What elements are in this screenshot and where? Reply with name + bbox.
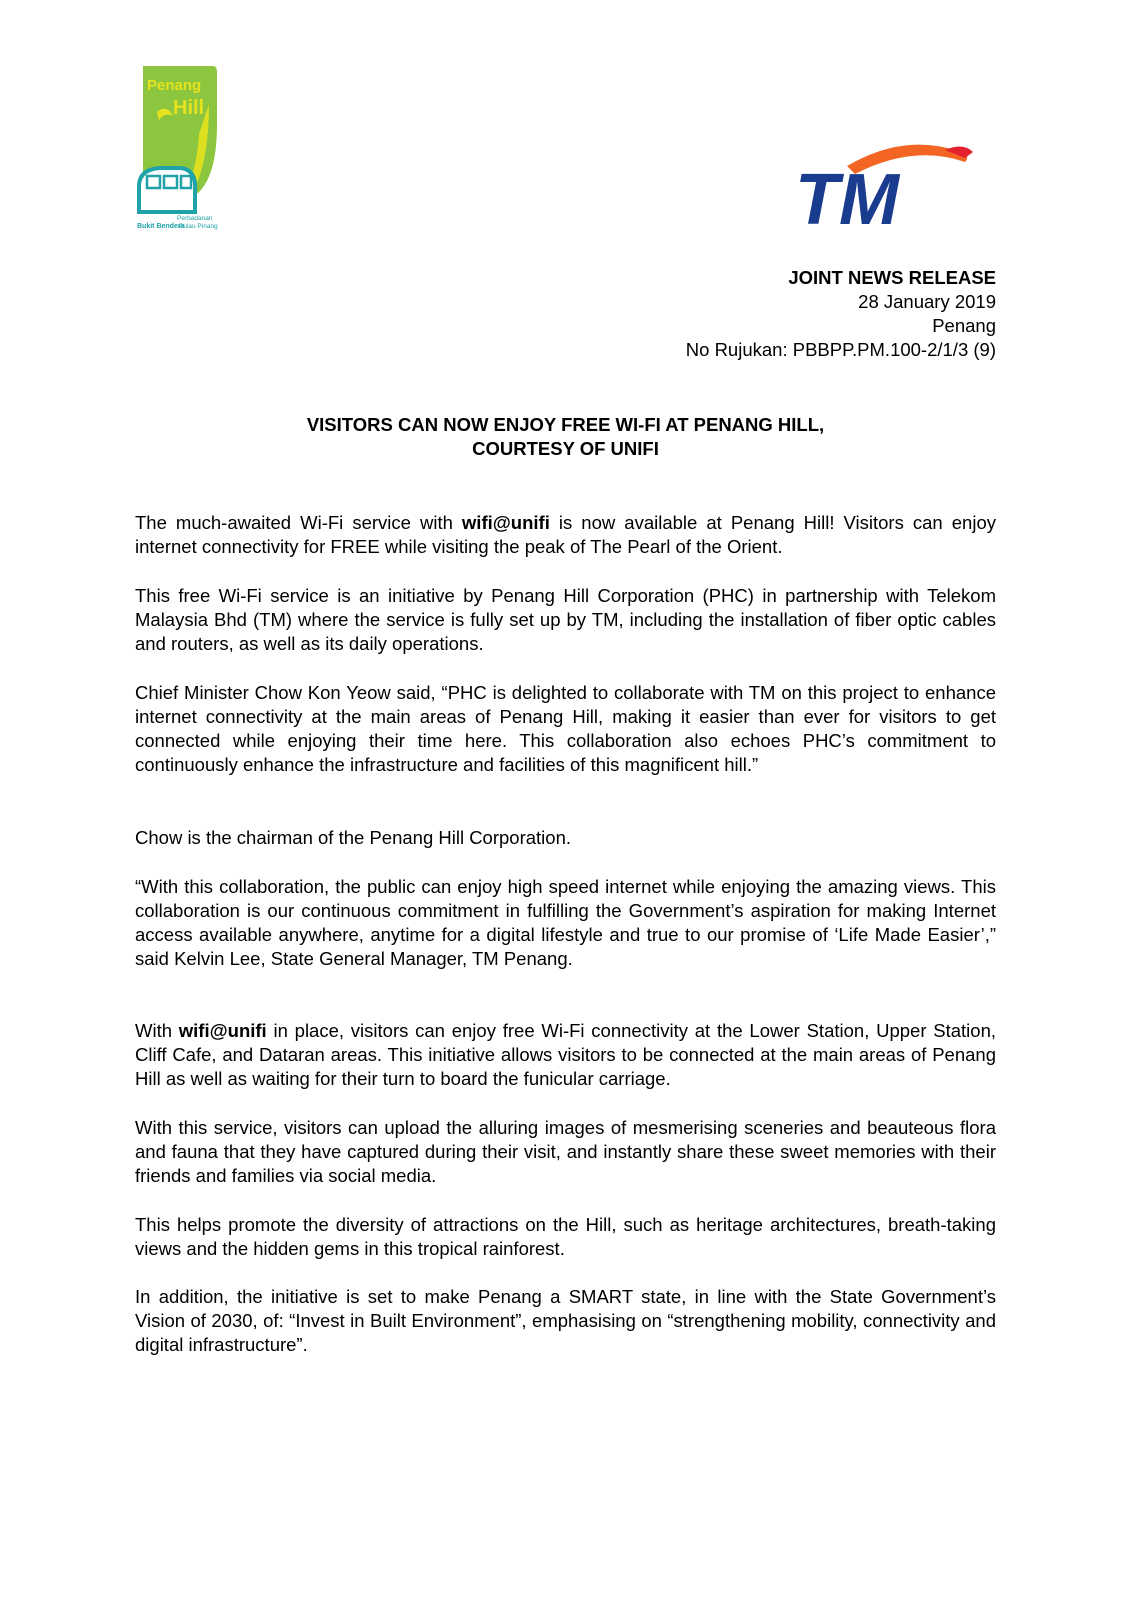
release-reference: No Rujukan: PBBPP.PM.100-2/1/3 (9) [685, 339, 996, 360]
release-location: Penang [932, 315, 996, 336]
penang-hill-word2: Hill [173, 97, 205, 119]
penang-hill-sub1: Perbadanan [177, 215, 213, 222]
headline-line1: VISITORS CAN NOW ENJOY FREE WI-FI AT PENANG HILL, [306, 414, 825, 435]
penang-hill-logo [137, 64, 222, 236]
paragraph-6-text-a: With [135, 1020, 179, 1041]
paragraph-1-text-b: is now available at Penang Hill! Visitors can enjoy internet connectivity for FREE while visiting the peak of The Pearl of the Orient. [135, 512, 996, 557]
paragraph-2-text: This free Wi-Fi service is an initiative by Penang Hill Corporation (PHC) in partnership with Telekom Malaysia Bhd (TM) where the service is fully set up by TM, including the installation of fiber optic cables and routers, as well as its daily operations. [135, 585, 996, 654]
paragraph-7 [135, 1116, 996, 1188]
paragraph-2 [135, 584, 996, 656]
paragraph-9-text: In addition, the initiative is set to make Penang a SMART state, in line with the State Government’s Vision of 2030, of: “Invest in Built Environment”, emphasising on “strengthening mobility, connectivity and digital infrastructure”. [135, 1286, 996, 1355]
paragraph-1 [135, 511, 996, 559]
paragraph-5-text: “With this collaboration, the public can enjoy high speed internet while enjoying the amazing views. This collaboration is our continuous commitment in fulfilling the Government’s aspiration for making Internet access available anywhere, anytime for a digital lifestyle and true to our promise of ‘Life Made Easier’,” said Kelvin Lee, State General Manager, TM Penang. [135, 876, 996, 969]
paragraph-5 [135, 875, 996, 971]
release-date: 28 January 2019 [858, 291, 996, 312]
paragraph-8-text: This helps promote the diversity of attractions on the Hill, such as heritage architectures, breath-taking views and the hidden gems in this tropical rainforest. [135, 1214, 996, 1259]
paragraph-9 [135, 1285, 996, 1357]
headline [135, 413, 996, 461]
release-header [686, 266, 996, 362]
paragraph-6-text-b: in place, visitors can enjoy free Wi-Fi connectivity at the Lower Station, Upper Station, Cliff Cafe, and Dataran areas. This initiative allows visitors to be connected at the main areas of Penang Hill as well as waiting for their turn to board the funicular carriage. [135, 1020, 997, 1089]
wifi-unifi-bold: wifi@unifi [461, 512, 550, 533]
release-kicker: JOINT NEWS RELEASE [788, 267, 996, 288]
paragraph-3 [135, 681, 996, 777]
penang-hill-sub2: Bukit Bendera [137, 223, 185, 230]
penang-hill-word1: Penang [147, 77, 202, 94]
headline-line2: COURTESY OF UNIFI [472, 438, 659, 459]
wifi-unifi-bold: wifi@unifi [178, 1020, 267, 1041]
paragraph-4 [135, 826, 996, 850]
paragraph-6 [135, 1019, 996, 1091]
tm-wordmark: TM [795, 160, 899, 232]
penang-hill-sub3: Pulau Pinang [179, 223, 218, 230]
funicular-icon [139, 168, 195, 212]
paragraph-1-text-a: The much-awaited Wi-Fi service with [135, 512, 462, 533]
paragraph-7-text: With this service, visitors can upload the alluring images of mesmerising sceneries and beauteous flora and fauna that they have captured during their visit, and instantly share these sweet memories with their friends and families via social media. [135, 1117, 996, 1186]
paragraph-8 [135, 1213, 996, 1261]
tm-logo [795, 140, 985, 232]
paragraph-3-text: Chief Minister Chow Kon Yeow said, “PHC is delighted to collaborate with TM on this project to enhance internet connectivity at the main areas of Penang Hill, making it easier than ever for visitors to get connected while enjoying their time here. This collaboration also echoes PHC’s commitment to continuously enhance the infrastructure and facilities of this magnificent hill.” [135, 682, 996, 775]
paragraph-4-text: Chow is the chairman of the Penang Hill Corporation. [135, 827, 572, 848]
